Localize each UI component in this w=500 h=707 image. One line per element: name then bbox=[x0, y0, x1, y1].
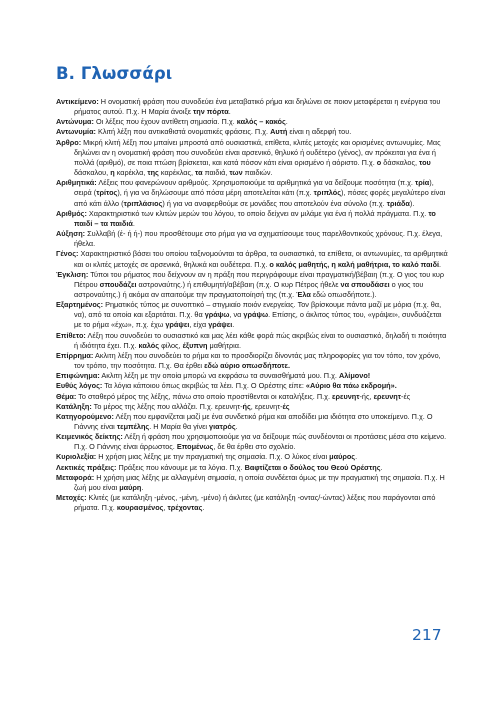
definition-example: Επομένως bbox=[176, 442, 214, 452]
definition-example: τριπλάσιος bbox=[123, 198, 163, 208]
glossary-term: Άρθρο: bbox=[56, 137, 82, 147]
definition-example: γράψει bbox=[208, 320, 233, 330]
definition-example: τριάδα bbox=[386, 198, 410, 208]
definition-text: αστροναύτης.) ή επιθυμητή/αβέβαιη (π.χ. Ο κυρ Πέτρος ήθελε bbox=[136, 279, 341, 289]
glossary-term: Επίθετο: bbox=[56, 330, 86, 340]
definition-text: . bbox=[232, 320, 235, 330]
glossary-term: Αριθμός: bbox=[56, 208, 87, 218]
glossary-term: Κατάληξη: bbox=[56, 401, 92, 411]
glossary-term: Ευθύς λόγος: bbox=[56, 381, 103, 391]
glossary-entry bbox=[56, 432, 448, 452]
definition-example: γράψει bbox=[165, 320, 190, 330]
definition-text: Συλλαβή (έ- ή ή-) που προσθέτουμε στο ρήμα για να σχηματίσουμε τους παρελθοντικούς χρόνους. Π.χ. έλεγα, ήθελα. bbox=[74, 229, 443, 249]
definition-text: καρέκλα, bbox=[114, 168, 148, 178]
glossary-term: Επίρρημα: bbox=[56, 350, 94, 360]
glossary-entry bbox=[56, 392, 448, 402]
definition-text: Οι λέξεις που έχουν αντίθετη σημασία. Π.χ. bbox=[93, 117, 237, 127]
definition-text: Ρηματικός τύπος με συνοπτικό – στιγμιαίο ποιόν ενεργείας. Τον βρίσκουμε πάντα μαζί με μόρια (π.χ. θα, να), από τα οποία και εξαρτάται. Π.χ. θα bbox=[74, 300, 442, 320]
definition-example: της bbox=[147, 168, 159, 178]
definition-text: Πράξεις που κάνουμε με τα λόγια. Π.χ. bbox=[116, 462, 245, 472]
glossary-term: Κατηγορούμενο: bbox=[56, 411, 114, 421]
definition-text: . Επίσης, ο άκλιτος τύπος του, «γράψει», συνδυάζεται με το ρήμα «έχω», π.χ. έχω bbox=[74, 310, 442, 330]
definition-example: να σπουδάσει bbox=[340, 279, 390, 289]
glossary-heading: Β. Γλωσσάρι bbox=[56, 64, 173, 83]
definition-text: ), σειρά ( bbox=[74, 178, 434, 198]
glossary-entry bbox=[56, 178, 448, 208]
definition-text: . bbox=[228, 107, 231, 117]
glossary-entry bbox=[56, 229, 448, 249]
definition-example: εδώ αύριο οπωσδήποτε. bbox=[204, 361, 290, 371]
definition-example: το παιδί – τα παιδιά bbox=[74, 208, 436, 228]
definition-text: Κλιτές (με κατάληξη -μένος, -μένη, -μένο) ή άκλιτες (με κατάληξη -οντας/-ώντας) λέξεις που παράγονται από ρήματα. Π.χ. bbox=[74, 493, 436, 513]
glossary-term: Αντώνυμα: bbox=[56, 117, 94, 127]
glossary-entry bbox=[56, 249, 448, 269]
definition-example: Έλα bbox=[296, 289, 311, 299]
glossary-entry bbox=[56, 412, 448, 432]
definition-text: . bbox=[132, 218, 135, 228]
definition-text: -ές bbox=[401, 391, 411, 401]
definition-example: σπουδάζει bbox=[99, 279, 137, 289]
glossary-entry bbox=[56, 371, 448, 381]
glossary-term: Μετοχές: bbox=[56, 493, 87, 503]
definition-text: Κλιτή λέξη που αντικαθιστά ονοματικές φράσεις. Π.χ. bbox=[96, 127, 271, 137]
glossary-entry bbox=[56, 209, 448, 229]
glossary-entry bbox=[56, 300, 448, 330]
definition-text: Τα λόγια κάποιου όπως ακριβώς τα λέει. Π.χ. Ο Ορέστης είπε: bbox=[102, 381, 306, 391]
definition-text: . bbox=[235, 422, 238, 431]
definition-text: Η χρήση μιας λέξης με την πραγματική της σημασία. Π.χ. Ο λύκος είναι bbox=[96, 452, 330, 462]
definition-text: . bbox=[202, 503, 205, 513]
definition-text: , bbox=[163, 503, 168, 513]
definition-text: . bbox=[285, 117, 288, 127]
definition-text: Η χρήση μιας λέξης με αλλαγμένη σημασία, η οποία συνδέεται όμως με την πραγματική της σημασία. Π.χ. Η ζωή μου είναι bbox=[74, 472, 445, 492]
definition-text: Ακλιτη λέξη με την οποία μπορώ να εκφράσω τα συναισθήματά μου. Π.χ. bbox=[99, 371, 339, 381]
definition-text: , δε θα έρθει στο σχολείο. bbox=[213, 442, 296, 452]
definition-text: Λέξη ή φράση που χρησιμοποιούμε για να δείξουμε πώς συνδέονται οι προτάσεις μέσα στο κείμενο. Π.χ. Ο Γιάννης είναι άρρωστος. bbox=[74, 432, 447, 452]
definition-example: έξυπνη bbox=[182, 340, 208, 350]
definition-text: Ακλιτη λέξη που συνοδεύει το ρήμα και το προσδιορίζει δίνοντάς μας πληροφορίες για τον τόπο, τον χρόνο, τον τρόπο, την ποσότητα. Π.χ. Θα έρθει bbox=[74, 350, 441, 371]
glossary-term: Αντικείμενο: bbox=[56, 97, 99, 106]
definition-example: του bbox=[419, 157, 431, 167]
definition-text: . bbox=[355, 452, 358, 462]
definition-example: τρία bbox=[414, 178, 430, 188]
glossary-term: Αντωνυμία: bbox=[56, 127, 96, 137]
glossary-entry bbox=[56, 473, 448, 493]
definition-text: Χαρακτηριστικό των κλιτών μερών του λόγου, το οποίο δείχνει αν μιλάμε για ένα ή πολλά πράγματα. Π.χ. bbox=[86, 208, 429, 218]
glossary-term: Μεταφορά: bbox=[56, 472, 95, 482]
glossary-entry bbox=[56, 452, 448, 462]
definition-example: τα bbox=[195, 168, 203, 178]
definition-text: δάσκαλος, bbox=[381, 157, 420, 167]
definition-example: ερευνητ bbox=[373, 391, 402, 401]
definition-text: . bbox=[439, 259, 442, 269]
definition-text: παιδιά, bbox=[202, 168, 230, 178]
definition-text: Τύποι του ρήματος που δείχνουν αν η πράξη που περιγράφουμε είναι πραγματική/βέβαιη (π.χ. Ο γιος του κυρ Πέτρου bbox=[74, 269, 445, 289]
glossary-term: Κειμενικός δείκτης: bbox=[56, 432, 123, 442]
definition-example: τριπλός bbox=[313, 188, 342, 198]
definition-example: «Αύριο θα πάω εκδρομή». bbox=[305, 381, 397, 391]
definition-text: Μικρή κλιτή λέξη που μπαίνει μπροστά από ουσιαστικά, επίθετα, κλιτές μετοχές και ορισμένες αντωνυμίες. Μας δηλώνει αν η ονοματική φράση που συνοδεύει είναι αρσενικό, θηλυκό ή ουδέτερο (γένος), αν πρόκειται για ένα ή πολλά (αριθμό), σε ποια πτώση βρίσκεται, και κατά πόσον κάτι είναι ορισμένο ή αόριστο. Π.χ. bbox=[74, 137, 441, 167]
definition-example: η bbox=[110, 168, 115, 178]
glossary-term: Γένος: bbox=[56, 249, 79, 259]
glossary-entry bbox=[56, 270, 448, 300]
definition-text: . bbox=[141, 482, 144, 492]
definition-example: τεμπέλης bbox=[116, 422, 150, 431]
definition-example: των bbox=[229, 168, 243, 178]
definition-text: , ερευνητ- bbox=[250, 401, 283, 411]
definition-text: Λέξη που συνοδεύει το ουσιαστικό και μας λέει κάθε φορά πώς ακριβώς είναι το ουσιαστικό, δηλαδή τι ποιότητα ή ιδιότητα έχει. Π.χ. bbox=[74, 330, 447, 350]
glossary-entry bbox=[56, 402, 448, 412]
glossary-entry bbox=[56, 493, 448, 513]
glossary-term: Θέμα: bbox=[56, 391, 77, 401]
definition-text: -ής, bbox=[359, 391, 374, 401]
definition-example: Βαφτίζεται ο δούλος του Θεού Ορέστης bbox=[244, 462, 381, 472]
definition-example: ο bbox=[376, 157, 382, 167]
definition-text: παιδιών. bbox=[242, 168, 273, 178]
glossary-list bbox=[56, 97, 448, 513]
glossary-term: Επιφώνημα: bbox=[56, 371, 100, 381]
definition-text: Η ονοματική φράση που συνοδεύει ένα μεταβατικό ρήμα και δηλώνει σε ποιον μεταφέρεται η ενέργεια του ρήματος αυτού. Π.χ. Η Μαρία άνοιξε bbox=[74, 97, 441, 117]
definition-text: . bbox=[380, 462, 383, 472]
definition-example: τρέχοντας bbox=[167, 503, 203, 513]
definition-example: ο καλός μαθητής, η καλή μαθήτρια, το καλό παιδί bbox=[269, 259, 440, 269]
definition-text: ), πόσες φορές μεγαλύτερο είναι από κάτι άλλο ( bbox=[74, 188, 446, 208]
definition-text: καρέκλας, bbox=[158, 168, 196, 178]
definition-text: Λέξη που εμφανίζεται μαζί με ένα συνδετικό ρήμα και αποδίδει μια ιδιότητα στο υποκείμενο. Π.χ. Ο Γιάννης είναι bbox=[74, 411, 433, 431]
glossary-entry bbox=[56, 117, 448, 127]
definition-example: τρίτος bbox=[96, 188, 118, 198]
definition-text: Το μέρος της λέξης που αλλάζει. Π.χ. ερευνητ- bbox=[91, 401, 243, 411]
definition-example: γιατρός bbox=[209, 422, 236, 431]
glossary-term: Έγκλιση: bbox=[56, 269, 89, 279]
glossary-term: Αριθμητικά: bbox=[56, 178, 97, 188]
definition-text: μαθήτρια. bbox=[207, 340, 241, 350]
definition-text: , είχα bbox=[189, 320, 209, 330]
glossary-entry bbox=[56, 138, 448, 179]
definition-text: ) ή για να αναφερθούμε σε μονάδες που αποτελούν ένα σύνολο (π.χ. bbox=[162, 198, 387, 208]
definition-example: Αυτή bbox=[270, 127, 288, 137]
definition-text: Το σταθερό μέρος της λέξης, πάνω στο οποίο προστίθενται οι καταλήξεις. Π.χ. bbox=[76, 391, 333, 401]
definition-text: ο γιος του αστροναύτης.) ή ακόμα αν απαιτούμε την πραγματοποίησή της (π.χ. bbox=[74, 279, 424, 299]
glossary-entry bbox=[56, 331, 448, 351]
definition-example: μαύρος bbox=[329, 452, 356, 462]
definition-text: φίλος, bbox=[159, 340, 183, 350]
definition-text: δάσκαλου, bbox=[74, 168, 111, 178]
glossary-term: Κυριολεξία: bbox=[56, 452, 97, 462]
glossary-entry bbox=[56, 97, 448, 117]
definition-example: γράψω bbox=[243, 310, 269, 320]
definition-example: ές bbox=[282, 401, 290, 411]
glossary-entry bbox=[56, 381, 448, 391]
glossary-entry bbox=[56, 351, 448, 371]
glossary-entry bbox=[56, 463, 448, 473]
definition-text: Λέξεις που φανερώνουν αριθμούς. Χρησιμοποιούμε τα αριθμητικά για να δείξουμε ποσότητα (π.χ. bbox=[96, 178, 415, 188]
definition-example: ής bbox=[242, 401, 251, 411]
glossary-term: Εξαρτημένος: bbox=[56, 300, 104, 310]
definition-text: ). bbox=[409, 198, 415, 208]
definition-example: μαύρη bbox=[119, 482, 142, 492]
definition-text: , να bbox=[229, 310, 244, 320]
glossary-term: Αύξηση: bbox=[56, 229, 86, 239]
definition-example: καλός bbox=[138, 340, 160, 350]
page-number: 217 bbox=[412, 626, 442, 644]
definition-example: Αλίμονο! bbox=[338, 371, 371, 381]
definition-example: ερευνητ bbox=[332, 391, 360, 401]
definition-example: καλός – κακός bbox=[236, 117, 286, 127]
definition-text: εδώ οπωσδήποτε.). bbox=[310, 289, 377, 299]
definition-text: είναι η αδερφή του. bbox=[287, 127, 352, 137]
definition-example: κουρασμένος bbox=[116, 503, 164, 513]
definition-example: γράψω bbox=[204, 310, 230, 320]
definition-text: Χαρακτηριστικό βάσει του οποίου ταξινομούνται τα άρθρα, τα ουσιαστικά, τα επίθετα, οι αντωνυμίες, τα αριθμητικά και οι κλιτές μετοχές σε αρσενικά, θηλυκά και ουδέτερα. Π.χ. bbox=[74, 249, 448, 269]
definition-text: ), ή για να δηλώσουμε από πόσα μέρη αποτελείται κάτι (π.χ. bbox=[117, 188, 314, 198]
glossary-term: Λεκτικές πράξεις: bbox=[56, 462, 117, 472]
definition-text: . Η Μαρία θα γίνει bbox=[149, 422, 210, 431]
glossary-entry bbox=[56, 127, 448, 137]
definition-example: την πόρτα bbox=[193, 107, 229, 117]
